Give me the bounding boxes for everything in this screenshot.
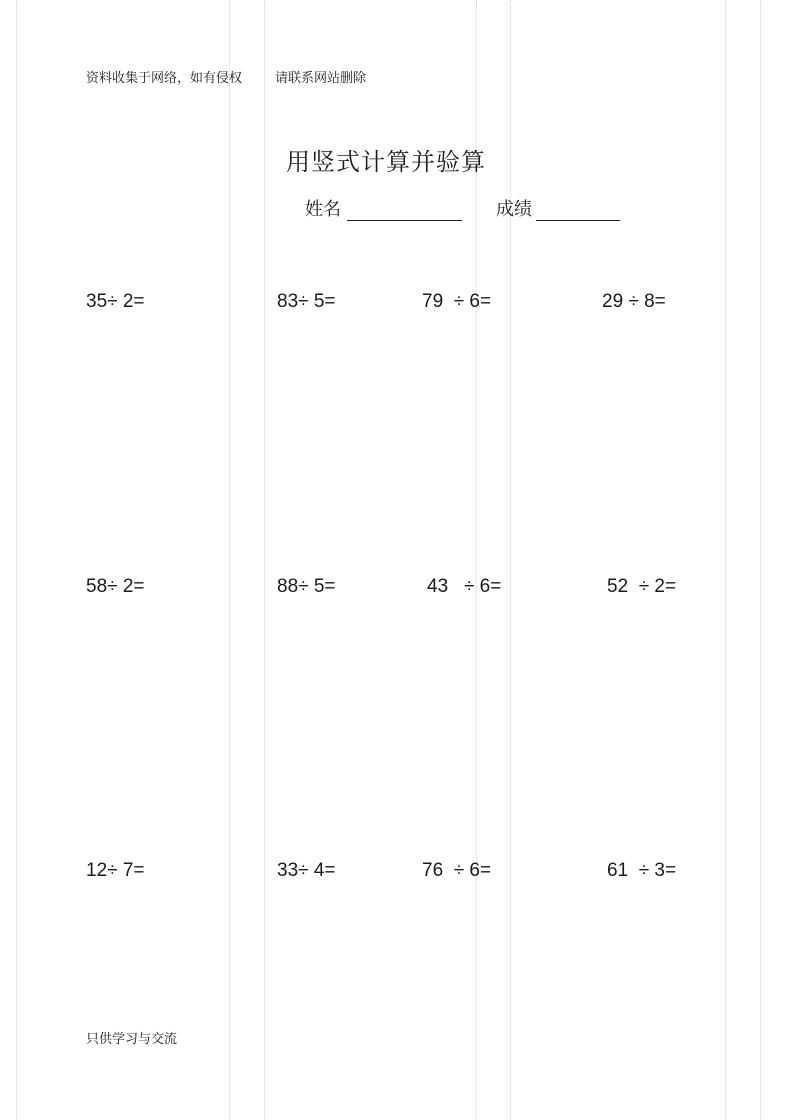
name-label: 姓名 <box>305 199 341 220</box>
division-problem: 12÷ 7= <box>86 860 145 881</box>
division-problem: 61 ÷ 3= <box>607 860 677 881</box>
division-problem: 43 ÷ 6= <box>427 576 502 597</box>
division-problem: 88÷ 5= <box>277 576 336 597</box>
division-problem: 83÷ 5= <box>277 291 336 312</box>
header-note: 资料收集于网络，如有侵权 请联系网站删除 <box>86 71 367 86</box>
name-blank[interactable] <box>347 200 462 221</box>
division-problem: 29 ÷ 8= <box>602 291 666 312</box>
page-title: 用竖式计算并验算 <box>286 148 486 176</box>
score-blank[interactable] <box>536 200 620 221</box>
student-fields <box>305 195 620 221</box>
division-problem: 52 ÷ 2= <box>607 576 677 597</box>
division-problem: 33÷ 4= <box>277 860 336 881</box>
division-problem: 35÷ 2= <box>86 291 145 312</box>
score-label: 成绩 <box>496 199 532 220</box>
footer-note: 只供学习与交流 <box>86 1032 178 1047</box>
division-problem: 76 ÷ 6= <box>422 860 492 881</box>
division-problem: 79 ÷ 6= <box>422 291 492 312</box>
division-problem: 58÷ 2= <box>86 576 145 597</box>
